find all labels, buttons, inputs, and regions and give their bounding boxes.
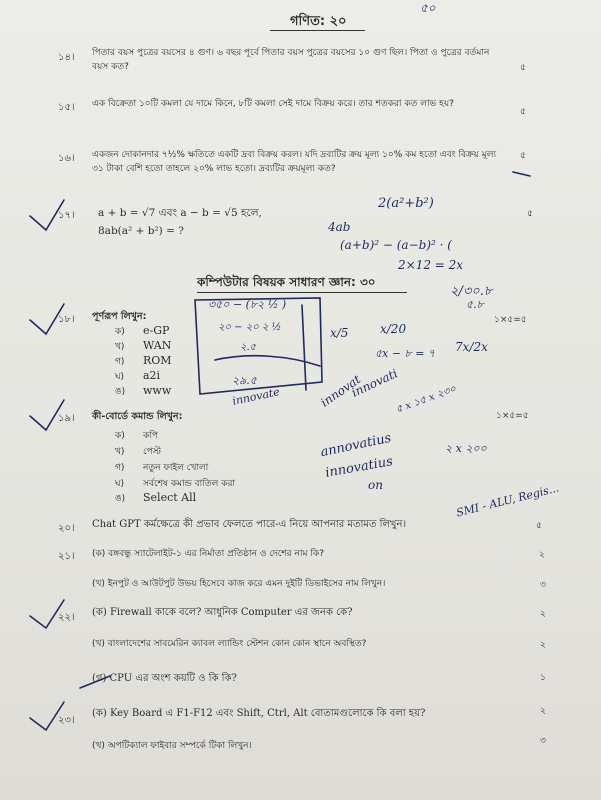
check-mark [30, 702, 64, 730]
question-text: পিতার বয়স পুত্রের বয়সের ৪ গুণ। ৬ বছর পূর্বে পিতার বয়স পুত্রের বয়সের ১০ গুণ ছিল। পিতা ও পুত্রের বর্তমান বয়স কত? [92, 48, 490, 72]
question-mark: ৫ [520, 107, 526, 117]
question-number: ১৪। [58, 52, 75, 63]
handwritten-note: ২/৩০.৮ [450, 284, 493, 299]
page-title: গণিত: ২০ [290, 14, 347, 29]
handwritten-note: ৫.৮ [466, 298, 484, 311]
question-number: ১৭। [58, 210, 75, 221]
check-mark [30, 600, 64, 628]
arrow-stroke [513, 172, 530, 176]
option-item: ঙ) www [115, 384, 172, 397]
question-text: (ক) বঙ্গবন্ধু স্যাটেলাইট-১ এর নির্মাতা প্রতিষ্ঠান ও দেশের নাম কি? [92, 549, 324, 559]
option-item: ঘ) সর্বশেষ কমান্ড বাতিল করা [115, 479, 236, 489]
question-mark: ১ [540, 673, 546, 683]
question-number: ২০। [58, 523, 75, 534]
question-mark: ৫ [527, 209, 533, 219]
question-number: ১৯। [58, 413, 75, 424]
question-number: ২৩। [58, 715, 75, 726]
question-mark: ২ [539, 550, 545, 560]
question-number: ২২। [58, 612, 75, 623]
handwritten-note: ২৯.৫ [232, 374, 257, 387]
handwritten-word: on [368, 478, 383, 492]
handwritten-note: 4ab [328, 220, 351, 234]
question-mark: ৫ [520, 63, 526, 73]
question-mark: ৫ [536, 521, 542, 531]
option-item: ক) e-GP [115, 324, 170, 337]
option-item: ঘ) a2i [115, 369, 161, 382]
handwritten-note: ২০ − ২০ ২ ½ [218, 322, 282, 333]
question-mark: ২ [540, 706, 546, 716]
question-text: (গ) CPU এর অংশ কয়টি ও কি কি? [92, 673, 237, 684]
question-mark: ১×৫=৫ [496, 411, 529, 421]
handwritten-note: (a+b)² − (a−b)² · ( [340, 238, 452, 252]
equation-line-2: 8ab(a² + b²) = ? [98, 225, 184, 237]
strike-mark [80, 676, 110, 688]
handwritten-word: annovatius [319, 430, 393, 461]
check-mark [30, 400, 64, 430]
question-text: (খ) অপটিক্যাল ফাইবার সম্পর্কে টিকা লিখুন। [92, 741, 252, 751]
handwritten-word: ৫ x ১৫ x ২৩০ [394, 383, 458, 416]
handwritten-word: innovate [231, 385, 281, 408]
question-text: (খ) বাংলাদেশের সাবমেরিন ক্যাবল ল্যান্ডিং স্টেশন কোন কোন স্থানে অবস্থিত? [92, 639, 367, 649]
question-mark: ৩ [540, 736, 546, 746]
handwritten-note: x/5 [330, 326, 349, 340]
question-number: ২১। [58, 551, 75, 562]
section-heading: কম্পিউটার বিষয়ক সাধারণ জ্ঞান: ৩০ [197, 275, 376, 289]
question-number: ১৮। [58, 314, 75, 325]
option-item: গ) নতুন ফাইল খোলা [115, 463, 209, 473]
handwritten-note: 7x/2x [455, 340, 488, 354]
question-text: একজন দোকানদার ৭½% ক্ষতিতে একটি দ্রব্য বিক্রয় করল। যদি দ্রব্যটির ক্রয় মূল্য ১০% কম হতো এবং বিক্রয় মূল্য ৩১ টাকা বেশি হতো তাহলে ২০% লাভ হতো। দ্রব্যটির ক্রয়মূল্য কত? [92, 150, 497, 174]
handwritten-note: ৩৫০ − (৮২ ½ ) [208, 298, 287, 311]
handwritten-note: ২.৫ [240, 342, 257, 353]
question-label: পূর্ণরূপ লিখুন: [92, 311, 147, 322]
question-number: ১৫। [58, 102, 75, 113]
handwritten-word: innovat [318, 372, 364, 410]
question-number: ১৬। [58, 153, 75, 164]
option-item: গ) ROM [115, 354, 172, 367]
question-mark: ৩ [540, 580, 546, 590]
option-item: ঙ) Select All [115, 491, 197, 504]
question-text: Chat GPT কর্মক্ষেত্রে কী প্রভাব ফেলতে পারে-এ নিয়ে আপনার মতামত লিখুন। [92, 519, 407, 530]
question-text: (ক) Key Board এ F1-F12 এবং Shift, Ctrl, Alt বোতামগুলোকে কি বলা হয়? [92, 708, 426, 719]
handwritten-note: 2×12 = 2x [398, 258, 464, 272]
question-text: এক বিক্রেতা ১০টি কমলা যে দামে কিনে, ৮টি কমলা সেই দামে বিক্রয় করে। তার শতকরা কত লাভ হয়? [92, 99, 454, 109]
brace-stroke [302, 305, 306, 390]
question-label: কী-বোর্ডে কমান্ড লিখুন: [92, 411, 183, 422]
equation-line-1: a + b = √7 এবং a − b = √5 হলে, [98, 207, 262, 219]
handwritten-note: ৫x − ৮ = ৭ [375, 347, 436, 360]
corner-note: ৫০ [420, 1, 436, 15]
question-text: (খ) ইনপুট ও আউটপুট উভয় হিসেবে কাজ করে এমন দুইটি ডিভাইসের নাম লিখুন। [92, 579, 386, 589]
question-mark: ৫ [520, 151, 526, 161]
handwritten-word: innovati [349, 366, 400, 400]
handwritten-word: innovatius [324, 454, 395, 481]
option-item: ক) কপি [115, 431, 158, 441]
handwritten-note: x/20 [380, 322, 407, 336]
handwritten-slogan: SMI - ALU, Regis... [454, 481, 561, 520]
question-mark: ১×৫=৫ [494, 315, 527, 325]
question-mark: ২ [540, 609, 546, 619]
check-mark [30, 304, 64, 334]
option-item: খ) পেস্ট [115, 447, 161, 457]
check-mark [30, 200, 64, 230]
handwritten-note: 2(a²+b²) [378, 196, 434, 211]
option-item: খ) WAN [115, 339, 172, 352]
question-mark: ২ [540, 640, 546, 650]
handwritten-word: ২ x ২০০ [445, 442, 487, 455]
question-text: (ক) Firewall কাকে বলে? আধুনিক Computer এর জনক কে? [92, 607, 353, 618]
